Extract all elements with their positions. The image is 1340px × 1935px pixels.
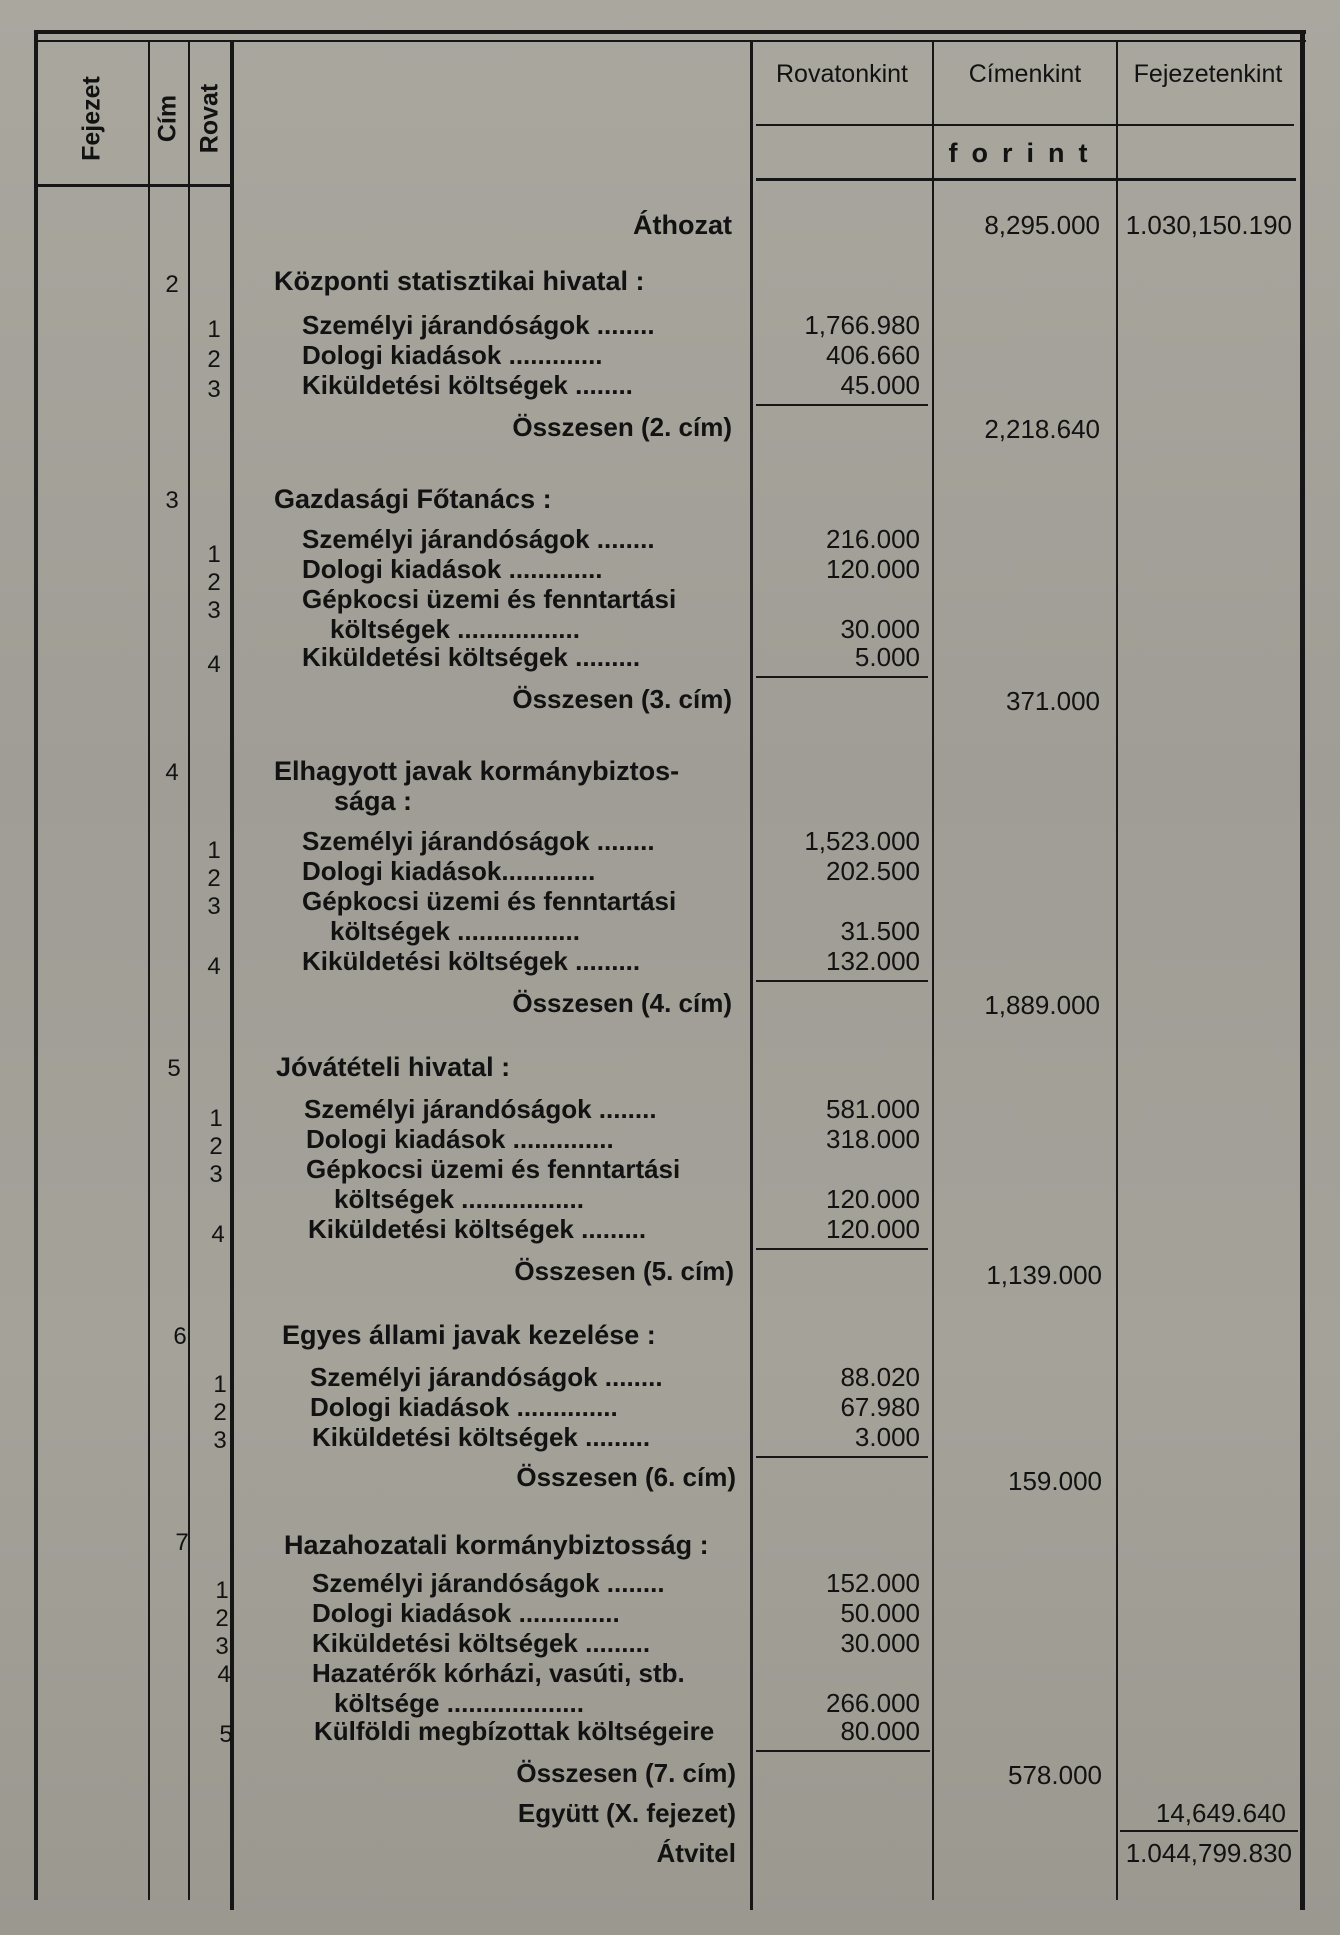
rovat-number: 2 — [207, 865, 221, 892]
rovat-number: 2 — [215, 1605, 229, 1632]
section-title: Központi statisztikai hivatal : — [274, 266, 645, 296]
section-total: 371.000 — [1006, 686, 1100, 716]
rovat-number: 5 — [219, 1721, 233, 1748]
section-total-label: Összesen (5. cím) — [514, 1256, 734, 1286]
item-amount: 120.000 — [826, 554, 920, 584]
section-total: 1,889.000 — [984, 990, 1100, 1020]
item-label: Személyi járandóságok ........ — [302, 310, 655, 340]
rovat-number: 1 — [213, 1371, 227, 1398]
rovat-number: 1 — [207, 837, 221, 864]
section-title: Jóvátételi hivatal : — [276, 1052, 511, 1082]
rovat-number: 1 — [215, 1577, 229, 1604]
section-total: 578.000 — [1008, 1760, 1102, 1790]
right-border — [1300, 30, 1305, 1910]
section-title: Hazahozatali kormánybiztosság : — [284, 1530, 709, 1560]
item-label: Kiküldetési költségek ......... — [302, 946, 641, 976]
rovat-number: 2 — [209, 1133, 223, 1160]
section-title: Elhagyott javak kormánybiztos- — [274, 756, 680, 786]
item-label: Dologi kiadások ............. — [302, 554, 603, 584]
athozat-cimenkint: 8,295.000 — [984, 210, 1100, 240]
header-cimenkint: Címenkint — [968, 60, 1082, 88]
item-label: Dologi kiadások............. — [302, 856, 596, 886]
item-amount: 50.000 — [840, 1598, 920, 1628]
rovat-number: 4 — [207, 953, 221, 980]
rovat-number: 3 — [209, 1161, 223, 1188]
item-amount: 581.000 — [826, 1094, 920, 1124]
section-total: 159.000 — [1008, 1466, 1102, 1496]
section-title: Egyes állami javak kezelése : — [282, 1320, 656, 1350]
section-total-label: Összesen (2. cím) — [512, 412, 732, 442]
rovat-number: 2 — [213, 1399, 227, 1426]
item-label: Dologi kiadások .............. — [310, 1392, 618, 1422]
rovat-number: 3 — [207, 597, 221, 624]
item-label: Gépkocsi üzemi és fenntartási — [302, 886, 677, 916]
fejezet-cim-divider — [148, 40, 150, 1900]
item-label: Kiküldetési költségek ......... — [302, 642, 641, 672]
text-amount-divider — [750, 40, 753, 1910]
item-label: Személyi járandóságok ........ — [310, 1362, 663, 1392]
subtotal-rule — [756, 1248, 928, 1250]
item-amount: 152.000 — [826, 1568, 920, 1598]
item-amount: 1,523.000 — [804, 826, 920, 856]
header-fejezetenkint: Fejezetenkint — [1133, 60, 1283, 88]
cimenkint-fejezetenkint-divider — [1116, 40, 1118, 1900]
item-label: Dologi kiadások ............. — [302, 340, 603, 370]
item-label-continued: költségek ................. — [330, 916, 580, 946]
rovat-number: 1 — [209, 1105, 223, 1132]
item-label: Hazatérők kórházi, vasúti, stb. — [312, 1658, 685, 1688]
item-amount: 30.000 — [840, 1628, 920, 1658]
item-label: Kiküldetési költségek ......... — [308, 1214, 647, 1244]
left-border — [34, 30, 38, 1900]
rovat-number: 4 — [207, 651, 221, 678]
subtotal-rule — [756, 1456, 928, 1458]
atvitel-label: Átvitel — [656, 1838, 736, 1868]
chapter-total-rule — [1120, 1830, 1298, 1832]
section-total: 2,218.640 — [984, 414, 1100, 444]
header-bottom-left — [34, 184, 232, 187]
item-label: Külföldi megbízottak költségeire — [314, 1716, 715, 1746]
header-column-rule — [756, 124, 1294, 126]
rovat-number: 1 — [207, 541, 221, 568]
item-amount: 318.000 — [826, 1124, 920, 1154]
header-bottom-right — [756, 178, 1296, 181]
item-label: Dologi kiadások .............. — [306, 1124, 614, 1154]
item-label: Személyi járandóságok ........ — [312, 1568, 665, 1598]
item-label: Gépkocsi üzemi és fenntartási — [306, 1154, 681, 1184]
item-amount: 266.000 — [826, 1688, 920, 1718]
cim-number: 7 — [175, 1529, 189, 1556]
section-title: Gazdasági Főtanács : — [274, 484, 552, 514]
cim-number: 6 — [173, 1323, 187, 1350]
atvitel-fejezetenkint: 1.044,799.830 — [1125, 1838, 1292, 1868]
item-amount: 45.000 — [840, 370, 920, 400]
item-amount: 31.500 — [840, 916, 920, 946]
item-label: Kiküldetési költségek ........ — [302, 370, 633, 400]
item-amount: 216.000 — [826, 524, 920, 554]
section-total-label: Összesen (3. cím) — [512, 684, 732, 714]
item-amount: 202.500 — [826, 856, 920, 886]
subtotal-rule — [756, 404, 928, 406]
subtotal-rule — [756, 1750, 930, 1752]
rovat-number: 3 — [207, 376, 221, 403]
cim-rovat-divider — [188, 40, 190, 1900]
item-amount: 3.000 — [854, 1422, 920, 1452]
item-label: Dologi kiadások .............. — [312, 1598, 620, 1628]
rovat-number: 3 — [215, 1633, 229, 1660]
rovat-number: 4 — [211, 1221, 225, 1248]
section-title-continued: sága : — [334, 786, 413, 816]
item-label-continued: költségek ................. — [334, 1184, 584, 1214]
section-total-label: Összesen (7. cím) — [516, 1758, 736, 1788]
item-amount: 1,766.980 — [804, 310, 920, 340]
item-amount: 30.000 — [840, 614, 920, 644]
item-label-continued: költségek ................. — [330, 614, 580, 644]
item-label-continued: költsége ................... — [334, 1688, 584, 1718]
section-total-label: Összesen (6. cím) — [516, 1462, 736, 1492]
item-label: Kiküldetési költségek ......... — [312, 1628, 651, 1658]
item-label: Kiküldetési költségek ......... — [312, 1422, 651, 1452]
subtotal-rule — [756, 980, 928, 982]
chapter-total: 14,649.640 — [1155, 1798, 1286, 1828]
item-amount: 406.660 — [826, 340, 920, 370]
cim-number: 5 — [167, 1055, 181, 1082]
header-fejezet: Fejezet — [77, 76, 106, 161]
cim-number: 4 — [165, 759, 179, 786]
rovat-number: 2 — [207, 346, 221, 373]
item-label: Gépkocsi üzemi és fenntartási — [302, 584, 677, 614]
rovat-number: 4 — [217, 1661, 231, 1688]
rovat-number: 3 — [213, 1427, 227, 1454]
item-amount: 120.000 — [826, 1214, 920, 1244]
section-total: 1,139.000 — [986, 1260, 1102, 1290]
header-rovatonkint: Rovatonkint — [775, 60, 909, 88]
athozat-fejezetenkint: 1.030,150.190 — [1125, 210, 1292, 240]
section-total-label: Összesen (4. cím) — [512, 988, 732, 1018]
top-border — [34, 30, 1306, 34]
header-rovat: Rovat — [195, 83, 224, 154]
rovat-number: 2 — [207, 569, 221, 596]
item-label: Személyi járandóságok ........ — [302, 524, 655, 554]
item-amount: 67.980 — [840, 1392, 920, 1422]
item-amount: 80.000 — [840, 1716, 920, 1746]
item-label: Személyi járandóságok ........ — [304, 1094, 657, 1124]
rovat-number: 1 — [207, 316, 221, 343]
athozat-label: Áthozat — [633, 210, 732, 240]
item-amount: 88.020 — [840, 1362, 920, 1392]
item-amount: 5.000 — [854, 642, 920, 672]
rovat-number: 3 — [207, 893, 221, 920]
cim-number: 3 — [165, 487, 179, 514]
header-cim: Cím — [153, 94, 182, 143]
rovatonkint-cimenkint-divider — [932, 40, 934, 1900]
cim-number: 2 — [165, 271, 179, 298]
header-unit-forint: forint — [948, 138, 1102, 168]
item-amount: 132.000 — [826, 946, 920, 976]
subtotal-rule — [756, 676, 928, 678]
item-label: Személyi járandóságok ........ — [302, 826, 655, 856]
item-amount: 120.000 — [826, 1184, 920, 1214]
chapter-total-label: Együtt (X. fejezet) — [517, 1798, 736, 1828]
